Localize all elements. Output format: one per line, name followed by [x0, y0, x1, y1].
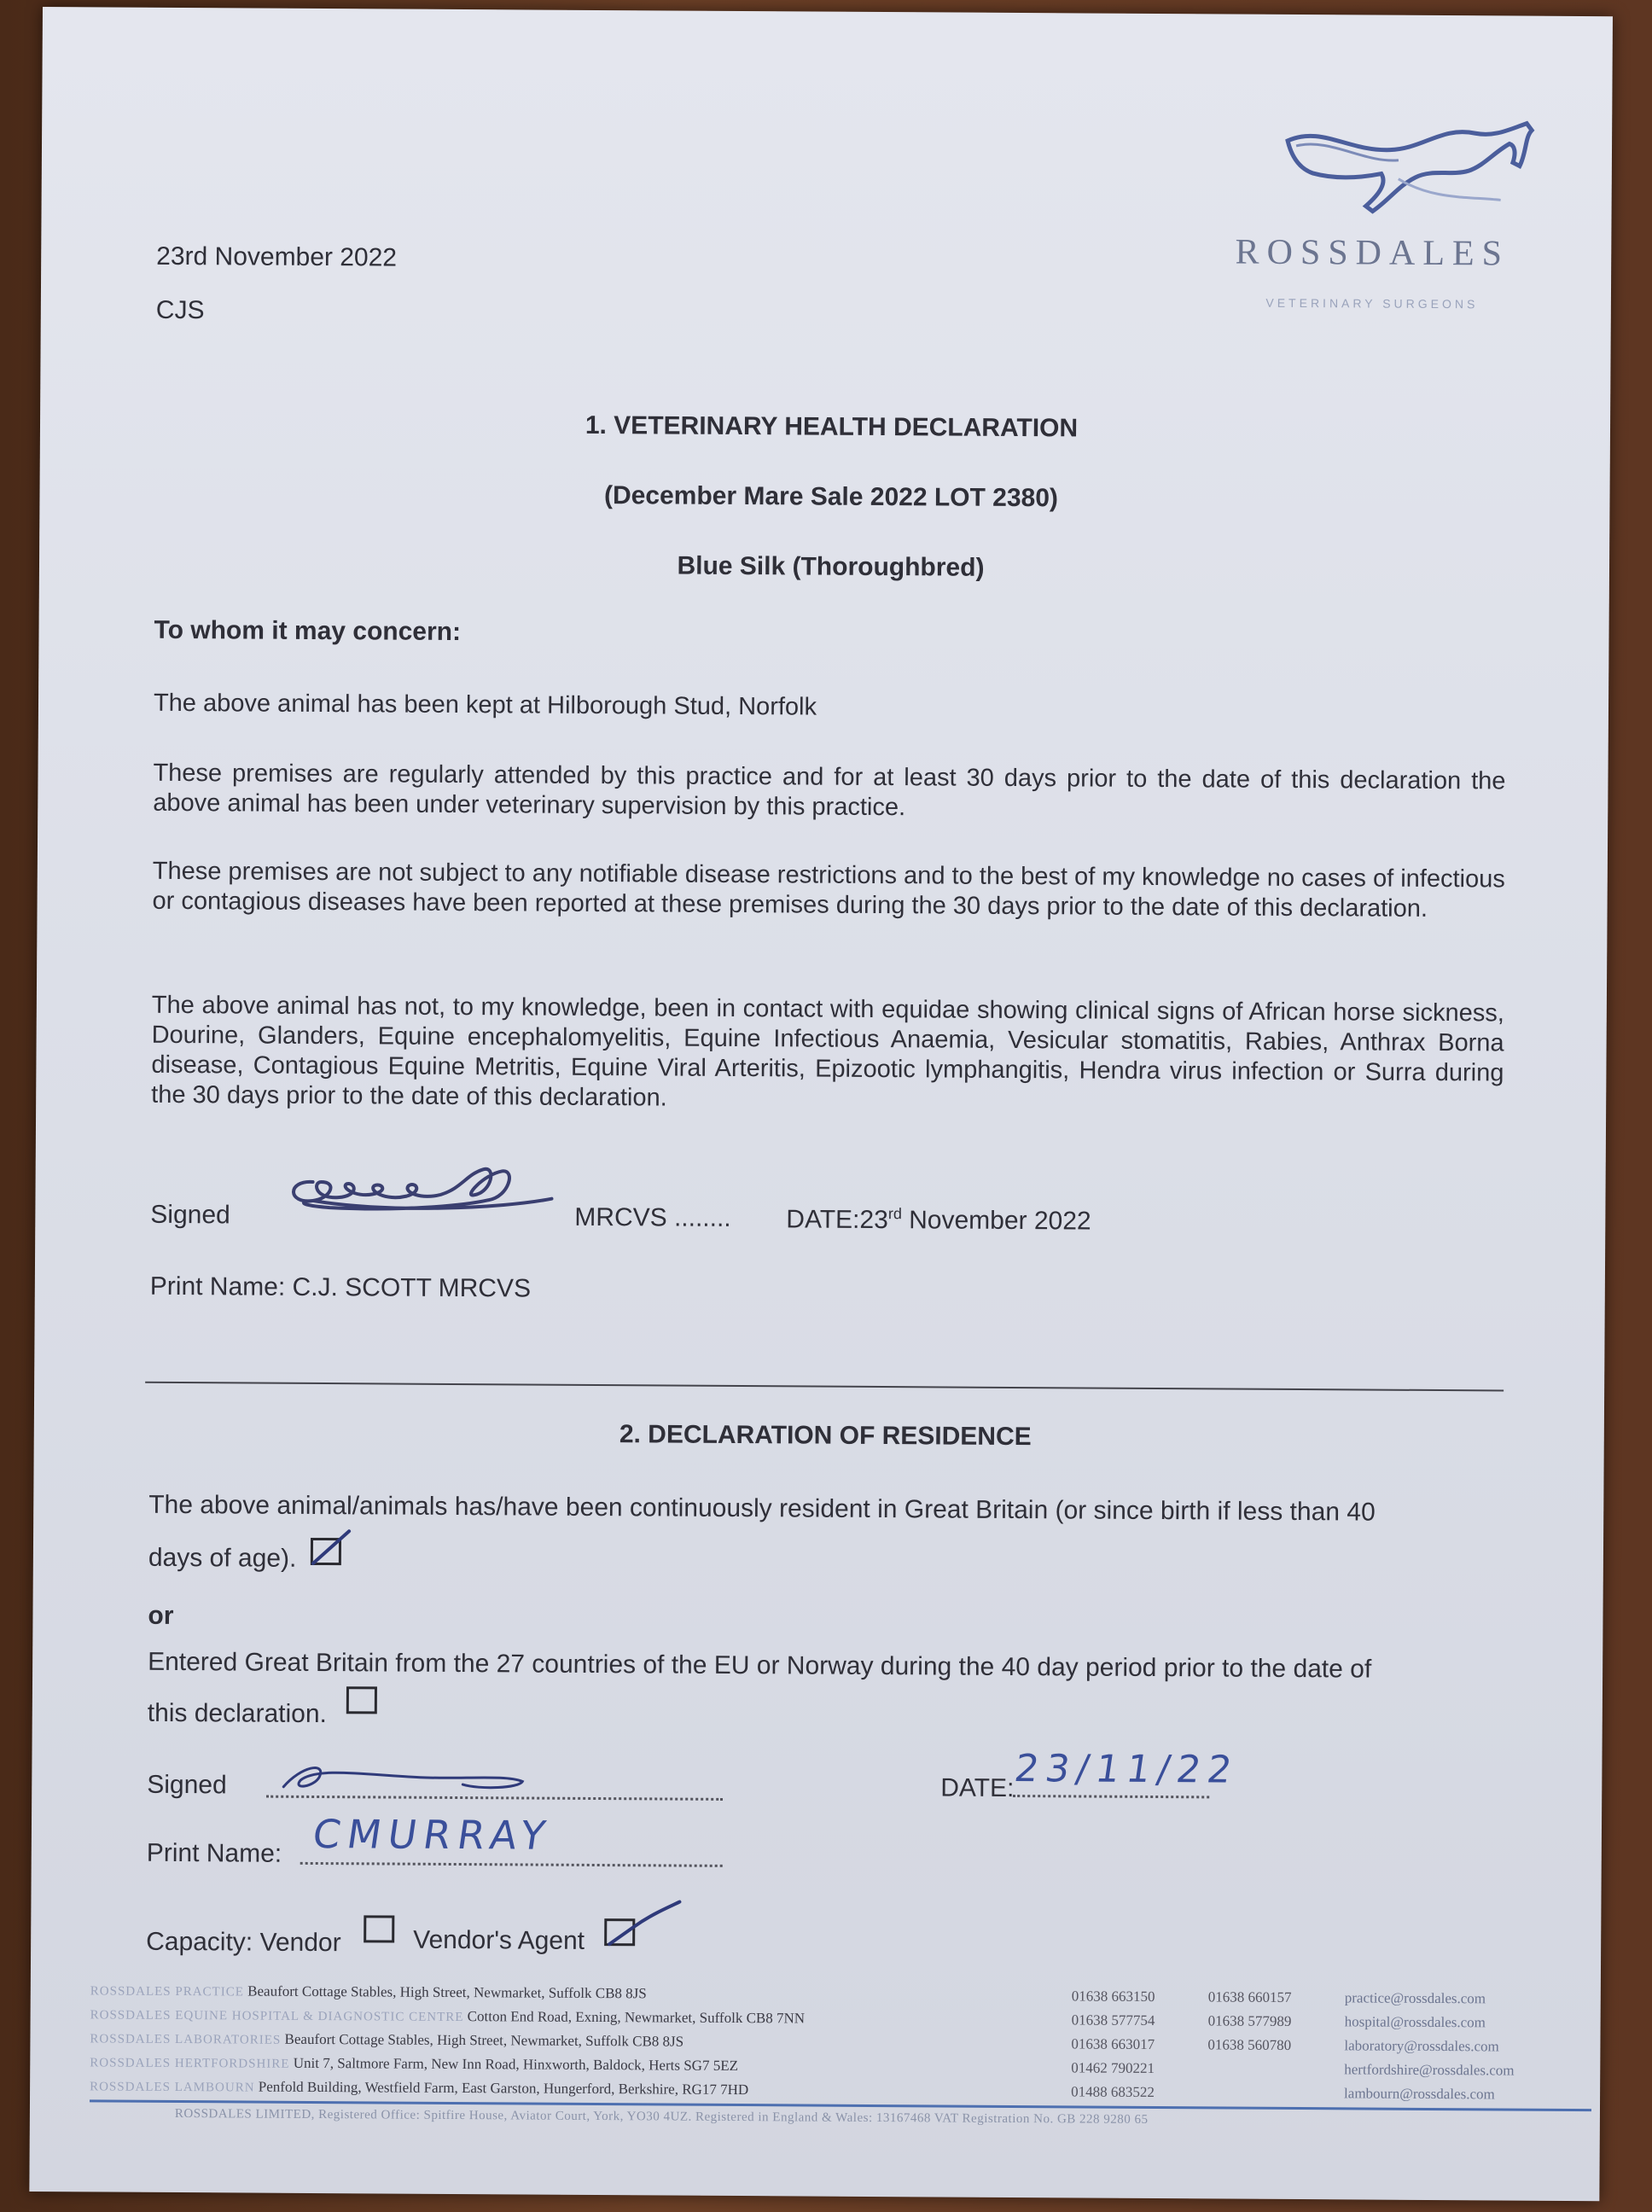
vendor-checkbox[interactable] — [364, 1915, 394, 1942]
residence-option2-checkbox[interactable] — [346, 1686, 377, 1714]
residence-print-name-handwritten: CMURRAY — [309, 1810, 556, 1859]
footer-row: ROSSDALES LAMBOURN Penfold Building, Westfield Farm, East Garston, Hungerford, Berkshire, RG17 7HD 01488 683522 lambourn@rossdales.com — [90, 2078, 1495, 2103]
residence-option2-line2: this declaration. — [147, 1698, 328, 1729]
footer-row: ROSSDALES PRACTICE Beaufort Cottage Stables, High Street, Newmarket, Suffolk CB8 8JS 01638 663150 01638 660157 practice@rossdales.com — [90, 1982, 1486, 2007]
residence-date-handwritten: 23/11/22 — [1011, 1747, 1242, 1792]
salutation: To whom it may concern: — [154, 615, 462, 647]
print-name-line — [300, 1862, 723, 1867]
logo-subtitle: VETERINARY SURGEONS — [1265, 295, 1479, 311]
section-divider — [145, 1382, 1504, 1392]
mrcvs-label: MRCVS ........ — [574, 1202, 731, 1232]
animal-name: Blue Silk (Thoroughbred) — [677, 551, 985, 582]
footer-row: ROSSDALES HERTFORDSHIRE Unit 7, Saltmore Farm, New Inn Road, Hinxworth, Baldock, Herts SG7 5EZ 01462 790221 hertfordshire@rossdales.com — [90, 2054, 1515, 2079]
residence-date-label: DATE: — [940, 1773, 1015, 1802]
footer-row: ROSSDALES LABORATORIES Beaufort Cottage Stables, High Street, Newmarket, Suffolk CB8 8JS 01638 663017 01638 560780 laboratory@rossdales.com — [90, 2030, 1499, 2055]
residence-signature-icon — [266, 1749, 539, 1802]
author-initials: CJS — [155, 295, 205, 325]
horse-logo-icon — [1270, 117, 1552, 230]
logo-wordmark: ROSSDALES — [1235, 232, 1510, 274]
paragraph-restrictions: These premises are not subject to any notifiable disease restrictions and to the best of my knowledge no cases of infectious or contagious diseases have been reported at these premises during the 30 days prior to the date of this declaration. — [152, 857, 1505, 923]
vendor-agent-label: Vendor's Agent — [413, 1925, 585, 1955]
vet-print-name: Print Name: C.J. SCOTT MRCVS — [149, 1272, 532, 1303]
capacity-vendor-label: Capacity: Vendor — [146, 1927, 341, 1958]
section2-title: 2. DECLARATION OF RESIDENCE — [619, 1420, 1032, 1452]
paragraph-supervision: These premises are regularly attended by this practice and for at least 30 days prior to the date of this declaration the above animal has been under veterinary supervision by this practice. — [153, 759, 1506, 822]
section1-title: 1. VETERINARY HEALTH DECLARATION — [585, 410, 1079, 443]
sale-info: (December Mare Sale 2022 LOT 2380) — [603, 481, 1059, 513]
footer-registration: ROSSDALES LIMITED, Registered Office: Spitfire House, Aviator Court, York, YO30 4UZ. Registered in England & Wales: 13167468 VAT Registration No. GB 228 9280 65 — [174, 2106, 1149, 2127]
vet-signed-label: Signed — [150, 1200, 230, 1230]
residence-option2-line1: Entered Great Britain from the 27 countries of the EU or Norway during the 40 day period prior to the date of — [148, 1647, 1372, 1684]
document-page — [29, 7, 1613, 2201]
residence-signed-label: Signed — [147, 1770, 227, 1800]
checkmark-icon — [305, 1526, 356, 1570]
paragraph-premises: The above animal has been kept at Hilborough Stud, Norfolk — [153, 689, 817, 721]
document-date: 23rd November 2022 — [156, 242, 398, 272]
paragraph-diseases: The above animal has not, to my knowledge, been in contact with equidae showing clinical signs of African horse sickness, Dourine, Glanders, Equine encephalomyelitis, Equine Infectious Anaemia, Vesicular stomatitis, Rabies, Anthrax Borna disease, Contagious Equine Metritis, Equine Viral Arteritis, Epizootic lymphangitis, Hendra virus infection or Surra during the 30 days prior to the date of this declaration. — [151, 991, 1504, 1112]
residence-option1-line2: days of age). — [148, 1543, 297, 1573]
vet-signature-date: DATE:23rd November 2022 — [786, 1205, 1091, 1236]
residence-print-name-label: Print Name: — [146, 1838, 282, 1868]
vet-signature-icon — [278, 1156, 620, 1235]
residence-option1-line1: The above animal/animals has/have been continuously resident in Great Britain (or since birth if less than 40 — [148, 1490, 1376, 1527]
or-label: or — [148, 1601, 174, 1630]
checkmark-icon — [601, 1893, 686, 1953]
footer-row: ROSSDALES EQUINE HOSPITAL & DIAGNOSTIC CENTRE Cotton End Road, Exning, Newmarket, Suffolk CB8 7NN 01638 577754 01638 577989 hospital@rossdales.com — [90, 2008, 1486, 2031]
date-line — [1013, 1795, 1209, 1798]
